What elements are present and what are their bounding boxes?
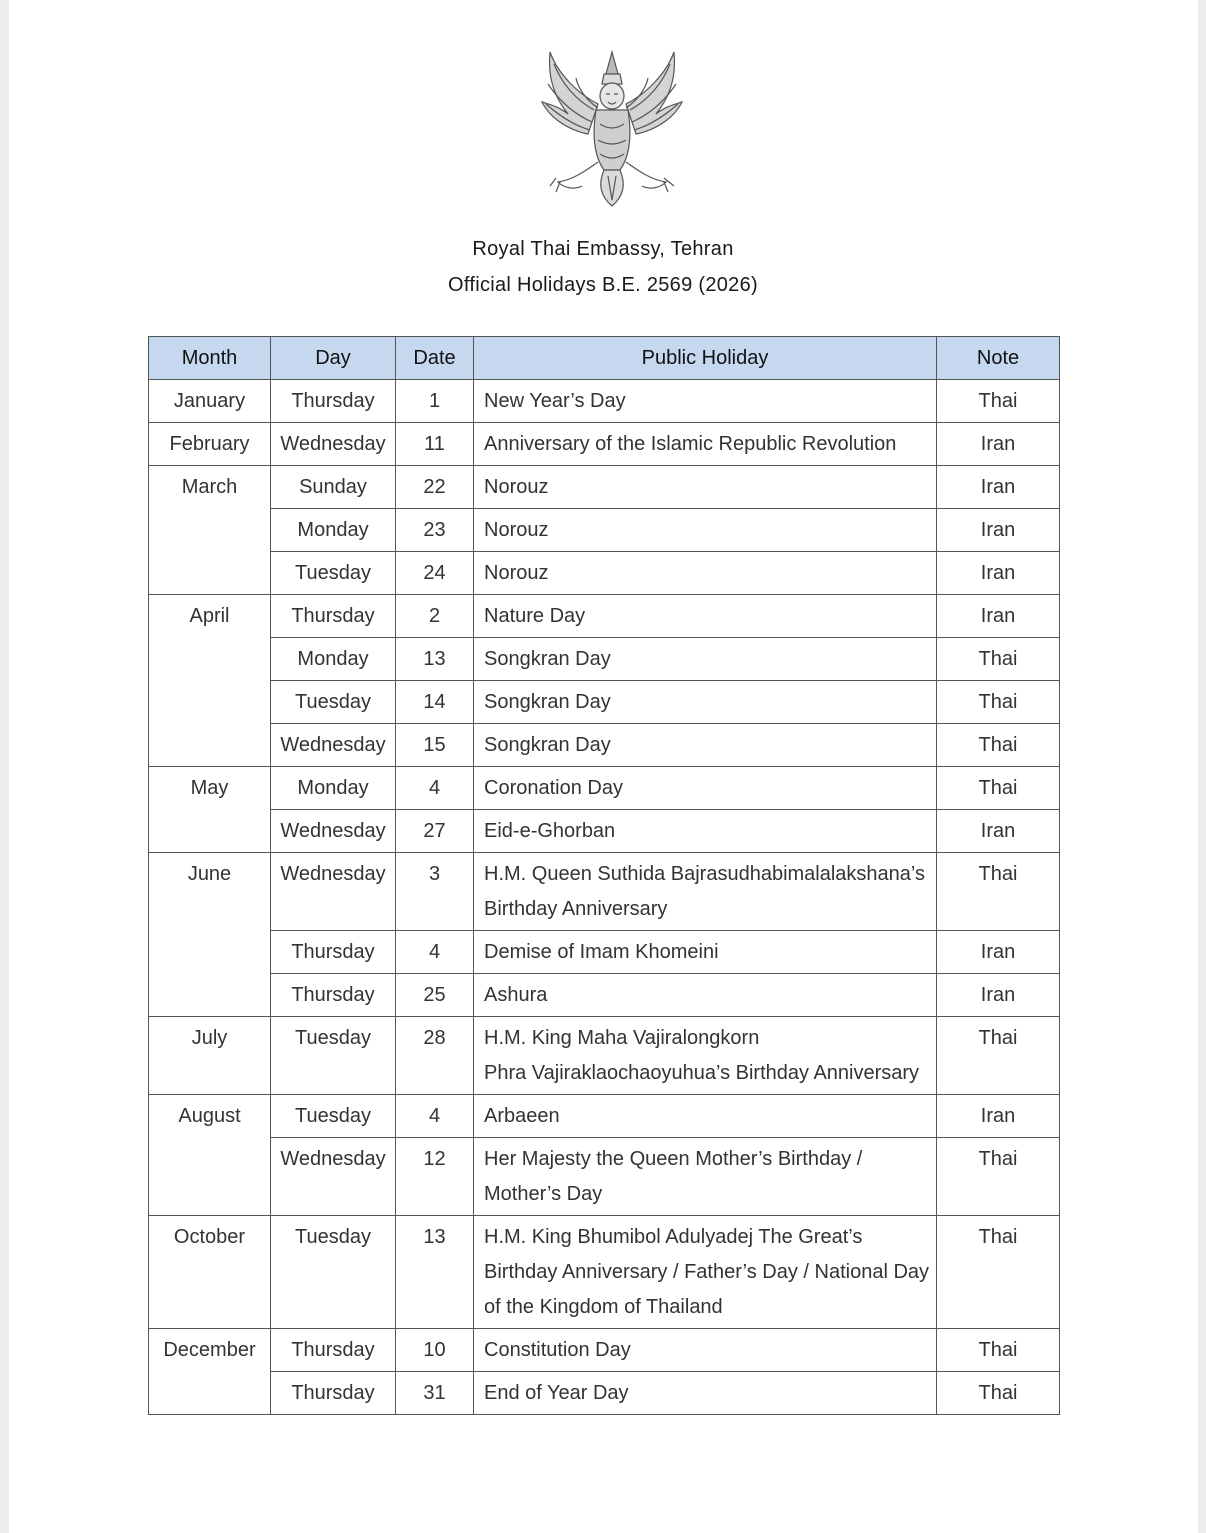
cell-public-holiday bbox=[474, 853, 937, 931]
cell-note: Thai bbox=[937, 853, 1060, 931]
cell-public-holiday: Songkran Day bbox=[474, 638, 937, 681]
cell-day: Tuesday bbox=[271, 552, 396, 595]
cell-note: Thai bbox=[937, 1216, 1060, 1329]
holiday-table bbox=[148, 336, 1060, 1415]
table-row bbox=[149, 810, 1060, 853]
table-body bbox=[149, 380, 1060, 1415]
cell-day: Thursday bbox=[271, 380, 396, 423]
cell-date: 13 bbox=[396, 1216, 474, 1329]
cell-note: Iran bbox=[937, 552, 1060, 595]
cell-public-holiday: Anniversary of the Islamic Republic Revolution bbox=[474, 423, 937, 466]
cell-public-holiday: Norouz bbox=[474, 509, 937, 552]
holiday-line: Birthday Anniversary / Father’s Day / National Day bbox=[484, 1261, 930, 1283]
table-row bbox=[149, 724, 1060, 767]
cell-public-holiday: End of Year Day bbox=[474, 1372, 937, 1415]
cell-date: 25 bbox=[396, 974, 474, 1017]
cell-month: May bbox=[149, 767, 271, 853]
cell-day: Tuesday bbox=[271, 1017, 396, 1095]
cell-public-holiday: Songkran Day bbox=[474, 681, 937, 724]
cell-public-holiday: Norouz bbox=[474, 552, 937, 595]
cell-public-holiday: Arbaeen bbox=[474, 1095, 937, 1138]
cell-note: Thai bbox=[937, 681, 1060, 724]
column-header-note: Note bbox=[937, 337, 1060, 380]
cell-date: 2 bbox=[396, 595, 474, 638]
cell-note: Thai bbox=[937, 380, 1060, 423]
cell-public-holiday bbox=[474, 1017, 937, 1095]
cell-date: 3 bbox=[396, 853, 474, 931]
cell-note: Iran bbox=[937, 931, 1060, 974]
cell-note: Iran bbox=[937, 509, 1060, 552]
table-row bbox=[149, 1017, 1060, 1095]
cell-month: June bbox=[149, 853, 271, 1017]
cell-date: 13 bbox=[396, 638, 474, 681]
column-header-month: Month bbox=[149, 337, 271, 380]
cell-public-holiday bbox=[474, 1138, 937, 1216]
cell-note: Iran bbox=[937, 595, 1060, 638]
cell-month: December bbox=[149, 1329, 271, 1415]
cell-day: Wednesday bbox=[271, 853, 396, 931]
cell-note: Thai bbox=[937, 1138, 1060, 1216]
cell-month: August bbox=[149, 1095, 271, 1216]
cell-day: Monday bbox=[271, 638, 396, 681]
cell-public-holiday: Nature Day bbox=[474, 595, 937, 638]
cell-note: Iran bbox=[937, 974, 1060, 1017]
cell-day: Wednesday bbox=[271, 810, 396, 853]
cell-date: 10 bbox=[396, 1329, 474, 1372]
holiday-line: Her Majesty the Queen Mother’s Birthday / bbox=[484, 1148, 863, 1170]
column-header-date: Date bbox=[396, 337, 474, 380]
cell-day: Sunday bbox=[271, 466, 396, 509]
holiday-line: H.M. King Maha Vajiralongkorn bbox=[484, 1027, 760, 1049]
cell-note: Iran bbox=[937, 423, 1060, 466]
cell-month: April bbox=[149, 595, 271, 767]
cell-day: Wednesday bbox=[271, 724, 396, 767]
cell-day: Thursday bbox=[271, 1329, 396, 1372]
cell-public-holiday: Norouz bbox=[474, 466, 937, 509]
cell-date: 14 bbox=[396, 681, 474, 724]
table-row bbox=[149, 552, 1060, 595]
cell-day: Tuesday bbox=[271, 1216, 396, 1329]
cell-date: 11 bbox=[396, 423, 474, 466]
cell-public-holiday: Coronation Day bbox=[474, 767, 937, 810]
cell-date: 31 bbox=[396, 1372, 474, 1415]
cell-note: Iran bbox=[937, 1095, 1060, 1138]
cell-month: July bbox=[149, 1017, 271, 1095]
cell-note: Thai bbox=[937, 1372, 1060, 1415]
cell-date: 1 bbox=[396, 380, 474, 423]
holiday-line: H.M. King Bhumibol Adulyadej The Great’s bbox=[484, 1226, 863, 1248]
table-row bbox=[149, 1372, 1060, 1415]
table-row bbox=[149, 466, 1060, 509]
cell-month: October bbox=[149, 1216, 271, 1329]
table-row bbox=[149, 1329, 1060, 1372]
table-row bbox=[149, 1216, 1060, 1329]
cell-note: Iran bbox=[937, 466, 1060, 509]
cell-date: 28 bbox=[396, 1017, 474, 1095]
table-row bbox=[149, 1138, 1060, 1216]
holiday-line: of the Kingdom of Thailand bbox=[484, 1296, 723, 1318]
cell-day: Thursday bbox=[271, 595, 396, 638]
cell-day: Monday bbox=[271, 509, 396, 552]
cell-note: Thai bbox=[937, 1017, 1060, 1095]
cell-public-holiday: Eid-e-Ghorban bbox=[474, 810, 937, 853]
cell-public-holiday bbox=[474, 1216, 937, 1329]
cell-day: Tuesday bbox=[271, 1095, 396, 1138]
cell-note: Thai bbox=[937, 724, 1060, 767]
cell-note: Iran bbox=[937, 810, 1060, 853]
cell-day: Thursday bbox=[271, 931, 396, 974]
cell-public-holiday: Songkran Day bbox=[474, 724, 937, 767]
cell-month: March bbox=[149, 466, 271, 595]
garuda-emblem-icon bbox=[528, 44, 696, 212]
cell-date: 22 bbox=[396, 466, 474, 509]
cell-public-holiday: Demise of Imam Khomeini bbox=[474, 931, 937, 974]
cell-month: January bbox=[149, 380, 271, 423]
document-title: Royal Thai Embassy, Tehran bbox=[472, 238, 734, 260]
column-header-day: Day bbox=[271, 337, 396, 380]
column-header-public-holiday: Public Holiday bbox=[474, 337, 937, 380]
cell-public-holiday: Ashura bbox=[474, 974, 937, 1017]
table-row bbox=[149, 681, 1060, 724]
cell-day: Thursday bbox=[271, 974, 396, 1017]
table-row bbox=[149, 638, 1060, 681]
cell-day: Wednesday bbox=[271, 423, 396, 466]
document-subtitle: Official Holidays B.E. 2569 (2026) bbox=[448, 274, 758, 296]
table-row bbox=[149, 380, 1060, 423]
holiday-line: Phra Vajiraklaochaoyuhua’s Birthday Anniversary bbox=[484, 1062, 920, 1084]
cell-date: 4 bbox=[396, 931, 474, 974]
cell-note: Thai bbox=[937, 1329, 1060, 1372]
cell-day: Thursday bbox=[271, 1372, 396, 1415]
table-row bbox=[149, 767, 1060, 810]
holiday-line: Birthday Anniversary bbox=[484, 898, 668, 920]
table-row bbox=[149, 423, 1060, 466]
cell-date: 27 bbox=[396, 810, 474, 853]
cell-public-holiday: New Year’s Day bbox=[474, 380, 937, 423]
cell-note: Thai bbox=[937, 767, 1060, 810]
table-row bbox=[149, 931, 1060, 974]
cell-day: Tuesday bbox=[271, 681, 396, 724]
cell-date: 23 bbox=[396, 509, 474, 552]
cell-public-holiday: Constitution Day bbox=[474, 1329, 937, 1372]
table-header-row bbox=[149, 337, 1060, 380]
table-row bbox=[149, 853, 1060, 931]
cell-date: 12 bbox=[396, 1138, 474, 1216]
cell-date: 4 bbox=[396, 767, 474, 810]
table-row bbox=[149, 595, 1060, 638]
cell-date: 15 bbox=[396, 724, 474, 767]
table-row bbox=[149, 1095, 1060, 1138]
cell-note: Thai bbox=[937, 638, 1060, 681]
cell-date: 24 bbox=[396, 552, 474, 595]
cell-day: Wednesday bbox=[271, 1138, 396, 1216]
cell-date: 4 bbox=[396, 1095, 474, 1138]
holiday-line: Mother’s Day bbox=[484, 1183, 603, 1205]
cell-day: Monday bbox=[271, 767, 396, 810]
holiday-line: H.M. Queen Suthida Bajrasudhabimalalakshana’s bbox=[484, 863, 926, 885]
table-row bbox=[149, 974, 1060, 1017]
table-row bbox=[149, 509, 1060, 552]
cell-month: February bbox=[149, 423, 271, 466]
